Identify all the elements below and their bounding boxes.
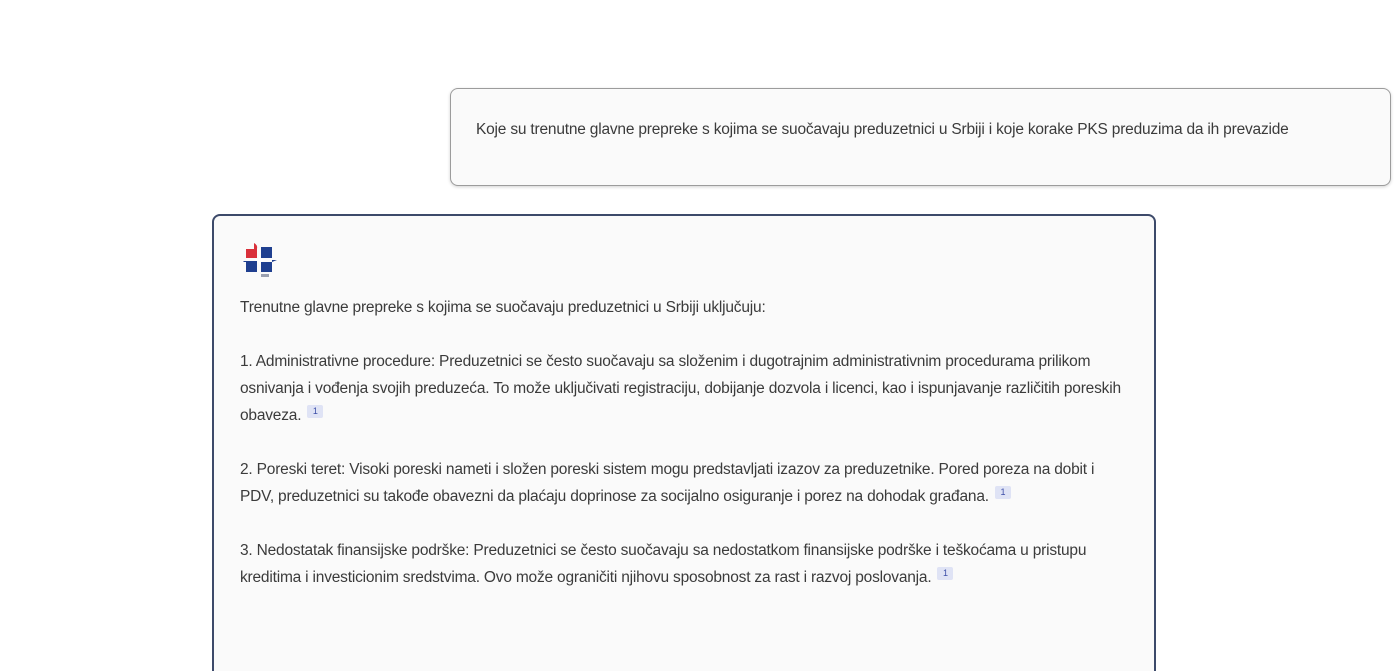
citation-badge[interactable]: 1 (995, 486, 1011, 499)
assistant-answer (240, 294, 1128, 591)
answer-item-2 (240, 456, 1128, 510)
citation-badge[interactable]: 1 (937, 567, 953, 580)
answer-item-text: 1. Administrativne procedure: Preduzetnici se često suočavaju sa složenim i dugotrajnim administrativnim procedurama prilikom osnivanja i vođenja svojih preduzeća. To može uključivati registraciju, dobijanje dozvola i licenci, kao i ispunjavanje različitih poreskih obaveza. (240, 353, 1121, 424)
answer-item-1 (240, 348, 1128, 429)
answer-intro: Trenutne glavne prepreke s kojima se suočavaju preduzetnici u Srbiji uključuju: (240, 299, 766, 316)
answer-item-3 (240, 537, 1128, 591)
assistant-message-card (212, 214, 1156, 671)
pks-logo-icon (242, 242, 278, 280)
user-message-bubble (450, 88, 1391, 186)
user-message-text: Koje su trenutne glavne prepreke s kojima se suočavaju preduzetnici u Srbiji i koje korake PKS preduzima da ih prevazide (476, 121, 1289, 138)
answer-item-text: 2. Poreski teret: Visoki poreski nameti i složen poreski sistem mogu predstavljati izazov za preduzetnike. Pored poreza na dobit i PDV, preduzetnici su takođe obavezni da plaćaju doprinose za socijalno osiguranje i porez na dohodak građana. (240, 461, 1095, 505)
answer-item-text: 3. Nedostatak finansijske podrške: Preduzetnici se često suočavaju sa nedostatkom finansijske podrške i teškoćama u pristupu kreditima i investicionim sredstvima. Ovo može ograničiti njihovu sposobnost za rast i razvoj poslovanja. (240, 542, 1087, 586)
citation-badge[interactable]: 1 (307, 405, 323, 418)
